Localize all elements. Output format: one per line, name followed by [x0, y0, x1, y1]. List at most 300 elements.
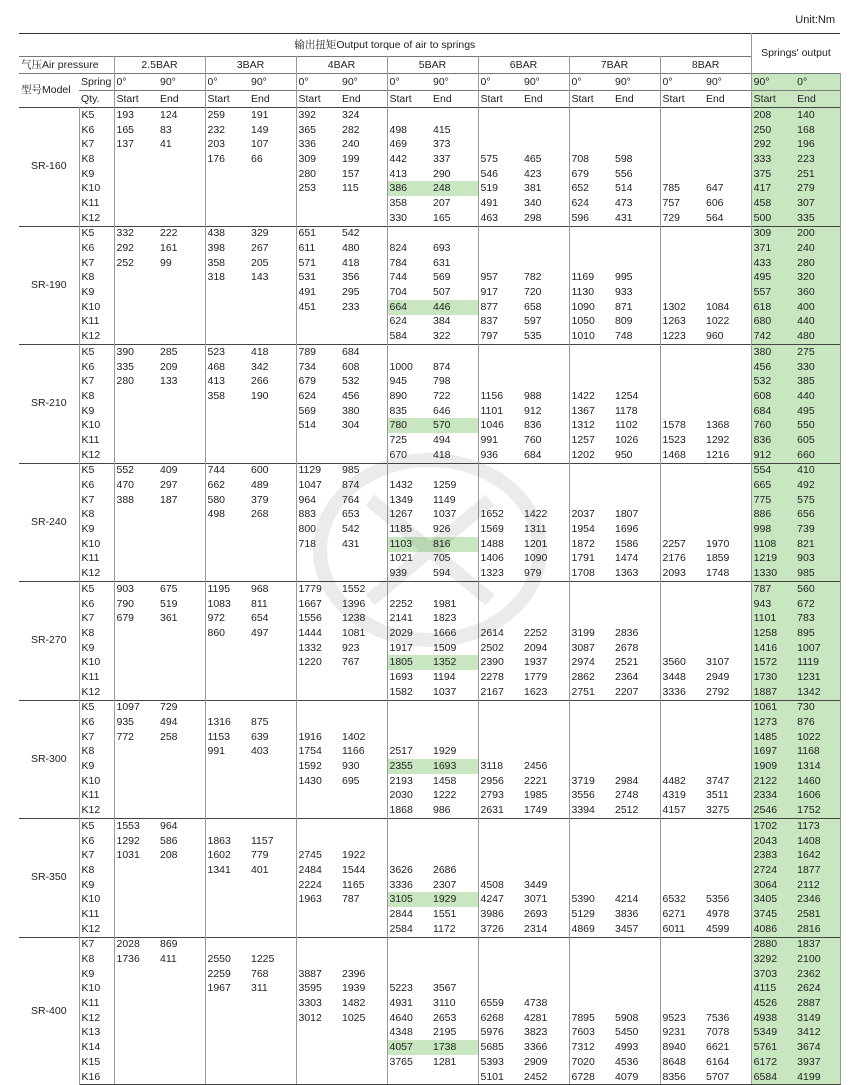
spring-qty-cell: K10 [79, 774, 114, 789]
torque-cell [522, 597, 569, 612]
torque-cell [613, 137, 660, 152]
torque-cell: 1693 [431, 759, 478, 774]
torque-cell: 360 [795, 285, 840, 300]
torque-cell: 895 [795, 626, 840, 641]
torque-cell: 680 [751, 315, 795, 330]
torque-cell [114, 759, 158, 774]
torque-cell [569, 463, 613, 478]
torque-cell: 2224 [298, 878, 322, 891]
model-cell: SR-160 [19, 108, 79, 227]
torque-cell: 311 [249, 982, 296, 997]
torque-cell [613, 478, 660, 493]
torque-cell: 4157 [662, 804, 686, 817]
torque-cell [296, 552, 340, 567]
torque-cell [387, 700, 431, 715]
spring-qty-cell: K12 [79, 685, 114, 700]
spring-qty-cell: K11 [79, 670, 114, 685]
torque-cell [704, 137, 751, 152]
torque-cell: 639 [249, 730, 296, 745]
torque-cell [249, 537, 296, 552]
spring-qty-cell: K10 [79, 982, 114, 997]
torque-cell [114, 774, 158, 789]
torque-cell [249, 1011, 296, 1026]
torque-cell: 9231 [662, 1026, 686, 1039]
torque-cell [296, 937, 340, 952]
torque-cell [704, 715, 751, 730]
torque-cell: 1642 [795, 848, 840, 863]
torque-cell: 809 [613, 315, 660, 330]
torque-cell: 3567 [431, 982, 478, 997]
torque-cell: 772 [116, 730, 135, 743]
torque-cell [205, 1040, 249, 1055]
torque-cell: 532 [751, 374, 795, 389]
torque-cell: 358 [389, 196, 408, 209]
torque-cell [522, 360, 569, 375]
torque-cell: 431 [613, 211, 660, 226]
torque-cell [205, 892, 249, 907]
torque-cell [613, 937, 660, 952]
torque-cell: 99 [158, 256, 205, 271]
torque-cell: 631 [431, 256, 478, 271]
torque-cell [158, 1070, 205, 1085]
torque-cell: 1195 [205, 582, 249, 597]
torque-cell: 298 [522, 211, 569, 226]
torque-cell: 1363 [613, 566, 660, 581]
torque-cell: 2390 [480, 656, 504, 669]
torque-cell [387, 937, 431, 952]
table-row [19, 892, 840, 907]
torque-cell [114, 552, 158, 567]
torque-cell: 1025 [340, 1011, 387, 1026]
torque-cell: 413 [389, 167, 408, 180]
torque-cell [478, 700, 522, 715]
torque-cell: 600 [249, 463, 296, 478]
torque-cell: 379 [249, 493, 296, 508]
torque-cell: 223 [795, 152, 840, 167]
torque-cell: 335 [116, 360, 135, 373]
torque-cell [158, 626, 205, 641]
torque-cell [114, 863, 158, 878]
torque-cell: 1929 [431, 892, 478, 907]
torque-cell [613, 611, 660, 626]
torque-cell: 1316 [207, 716, 231, 729]
torque-cell: 2334 [751, 789, 795, 804]
torque-cell: 2909 [522, 1055, 569, 1070]
model-cell: SR-210 [19, 345, 79, 464]
torque-cell: 4281 [522, 1011, 569, 1026]
torque-cell: 266 [249, 374, 296, 389]
torque-cell: 6268 [480, 1011, 504, 1024]
torque-cell [431, 952, 478, 967]
torque-cell: 468 [207, 360, 226, 373]
table-row [19, 522, 840, 537]
torque-cell: 729 [158, 700, 205, 715]
torque-cell [613, 834, 660, 849]
torque-cell [158, 389, 205, 404]
torque-cell: 495 [795, 404, 840, 419]
torque-cell: 207 [431, 196, 478, 211]
torque-cell [478, 226, 522, 241]
angle-header: 90° [340, 74, 387, 91]
torque-cell [613, 863, 660, 878]
torque-cell [249, 566, 296, 581]
torque-cell [205, 418, 249, 433]
torque-cell: 4978 [704, 907, 751, 922]
torque-cell [660, 463, 704, 478]
table-row [19, 448, 840, 463]
torque-cell: 413 [207, 375, 226, 388]
angle-header: 0° [569, 74, 613, 91]
torque-cell [114, 566, 158, 581]
spring-qty-cell: K8 [79, 952, 114, 967]
torque-cell [704, 834, 751, 849]
torque-cell: 787 [340, 892, 387, 907]
torque-cell: 3511 [704, 789, 751, 804]
torque-cell [249, 552, 296, 567]
torque-cell [114, 1070, 158, 1085]
torque-cell: 532 [340, 374, 387, 389]
torque-cell: 598 [613, 152, 660, 167]
torque-cell [205, 907, 249, 922]
torque-cell [249, 907, 296, 922]
torque-cell [660, 878, 704, 893]
torque-cell [114, 626, 158, 641]
torque-cell [249, 700, 296, 715]
torque-cell [569, 982, 613, 997]
torque-cell [569, 256, 613, 271]
torque-cell: 456 [751, 360, 795, 375]
table-row [19, 597, 840, 612]
spring-qty-cell: K10 [79, 892, 114, 907]
torque-cell: 165 [431, 211, 478, 226]
torque-cell: 7603 [571, 1026, 595, 1039]
torque-cell: 330 [795, 360, 840, 375]
torque-cell [660, 611, 704, 626]
torque-cell [340, 700, 387, 715]
torque-cell [249, 819, 296, 834]
torque-cell: 1877 [795, 863, 840, 878]
torque-cell [249, 181, 296, 196]
torque-cell: 679 [116, 612, 135, 625]
torque-cell: 652 [571, 182, 590, 195]
torque-cell [613, 123, 660, 138]
torque-cell [704, 404, 751, 419]
spring-qty-cell: K5 [79, 700, 114, 715]
torque-cell [340, 803, 387, 818]
torque-cell: 431 [340, 537, 387, 552]
torque-cell [340, 819, 387, 834]
torque-cell [296, 670, 340, 685]
torque-cell [158, 685, 205, 700]
torque-cell: 1937 [522, 655, 569, 670]
torque-cell: 381 [522, 181, 569, 196]
torque-cell: 3703 [751, 967, 795, 982]
torque-cell: 7312 [571, 1041, 595, 1054]
torque-cell: 336 [298, 138, 317, 151]
torque-cell [205, 996, 249, 1011]
table-row [19, 241, 840, 256]
torque-cell: 1368 [704, 418, 751, 433]
torque-cell [114, 418, 158, 433]
torque-cell: 972 [207, 612, 226, 625]
torque-cell: 1178 [613, 404, 660, 419]
torque-cell [660, 508, 704, 523]
torque-cell [660, 745, 704, 760]
torque-cell: 1220 [298, 656, 322, 669]
torque-cell [114, 1026, 158, 1041]
torque-cell [340, 1055, 387, 1070]
torque-cell [522, 374, 569, 389]
torque-cell: 1872 [571, 537, 595, 550]
torque-cell: 1922 [340, 848, 387, 863]
torque-cell [205, 552, 249, 567]
torque-cell: 1225 [249, 952, 296, 967]
spring-label-line2: Qty. [79, 91, 114, 108]
torque-cell [205, 1026, 249, 1041]
table-row [19, 789, 840, 804]
torque-cell [114, 685, 158, 700]
torque-cell: 1194 [431, 670, 478, 685]
torque-cell: 1444 [298, 626, 322, 639]
torque-cell: 2456 [522, 759, 569, 774]
torque-cell: 1623 [522, 685, 569, 700]
torque-cell [158, 404, 205, 419]
table-row [19, 360, 840, 375]
torque-cell [569, 863, 613, 878]
spring-qty-cell: K5 [79, 463, 114, 478]
torque-cell [158, 329, 205, 344]
torque-cell [522, 715, 569, 730]
torque-cell: 2100 [795, 952, 840, 967]
torque-cell: 1432 [389, 479, 413, 492]
torque-cell [387, 834, 431, 849]
torque-cell [704, 256, 751, 271]
spring-qty-cell: K11 [79, 196, 114, 211]
torque-cell [431, 345, 478, 360]
torque-cell: 564 [704, 211, 751, 226]
torque-cell [569, 745, 613, 760]
torque-cell [613, 848, 660, 863]
torque-cell: 571 [298, 256, 317, 269]
torque-cell: 1007 [795, 641, 840, 656]
torque-cell: 356 [340, 271, 387, 286]
torque-cell [569, 345, 613, 360]
torque-cell [522, 345, 569, 360]
torque-cell: 469 [389, 138, 408, 151]
table-row [19, 611, 840, 626]
torque-cell: 473 [613, 196, 660, 211]
torque-cell [569, 493, 613, 508]
torque-cell: 268 [249, 508, 296, 523]
torque-cell: 986 [431, 803, 478, 818]
torque-cell: 874 [340, 478, 387, 493]
torque-cell: 2584 [389, 922, 413, 935]
torque-cell: 734 [298, 360, 317, 373]
torque-cell [296, 448, 340, 463]
torque-cell: 5685 [480, 1041, 504, 1054]
spring-qty-cell: K6 [79, 123, 114, 138]
torque-cell [114, 315, 158, 330]
torque-cell [613, 996, 660, 1011]
torque-cell: 991 [480, 433, 499, 446]
spring-qty-cell: K6 [79, 478, 114, 493]
torque-cell: 1281 [431, 1055, 478, 1070]
torque-cell [431, 848, 478, 863]
torque-cell [114, 329, 158, 344]
torque-cell: 575 [480, 152, 499, 165]
torque-cell: 1572 [751, 655, 795, 670]
torque-cell [522, 834, 569, 849]
torque-cell: 2512 [613, 803, 660, 818]
torque-cell [660, 404, 704, 419]
torque-cell: 5129 [571, 907, 595, 920]
torque-cell: 494 [158, 715, 205, 730]
torque-cell: 2307 [431, 878, 478, 893]
torque-cell [205, 1070, 249, 1085]
torque-cell: 6011 [662, 922, 686, 935]
torque-cell [660, 715, 704, 730]
torque-cell [296, 700, 340, 715]
torque-cell: 586 [158, 834, 205, 849]
torque-cell: 1738 [431, 1040, 478, 1055]
torque-cell: 1312 [571, 419, 595, 432]
torque-cell [249, 1040, 296, 1055]
torque-cell: 2176 [662, 552, 686, 565]
spring-qty-cell: K8 [79, 745, 114, 760]
table-row [19, 996, 840, 1011]
torque-cell: 1341 [207, 863, 231, 876]
torque-cell: 1119 [795, 655, 840, 670]
torque-cell [114, 433, 158, 448]
torque-cell: 3064 [751, 878, 795, 893]
torque-cell: 1185 [389, 523, 413, 536]
torque-cell: 3449 [522, 878, 569, 893]
torque-cell: 1153 [207, 730, 231, 743]
torque-cell: 1292 [116, 834, 140, 847]
torque-cell [613, 582, 660, 597]
torque-cell [158, 789, 205, 804]
torque-cell [704, 345, 751, 360]
torque-cell: 309 [751, 226, 795, 241]
torque-cell: 248 [431, 181, 478, 196]
table-row [19, 655, 840, 670]
torque-cell [249, 759, 296, 774]
torque-cell: 1887 [751, 685, 795, 700]
torque-cell [296, 1040, 340, 1055]
table-row [19, 626, 840, 641]
torque-cell: 782 [522, 271, 569, 286]
torque-cell [205, 937, 249, 952]
torque-cell [613, 878, 660, 893]
torque-cell [205, 448, 249, 463]
torque-cell [478, 834, 522, 849]
table-row [19, 137, 840, 152]
torque-cell: 936 [480, 448, 499, 461]
torque-cell: 280 [116, 375, 135, 388]
torque-cell: 7895 [571, 1011, 595, 1024]
torque-cell: 2678 [613, 641, 660, 656]
table-row [19, 508, 840, 523]
torque-cell [431, 463, 478, 478]
spring-qty-cell: K9 [79, 759, 114, 774]
torque-cell: 2624 [795, 982, 840, 997]
torque-cell: 1556 [298, 612, 322, 625]
torque-cell [249, 404, 296, 419]
table-row [19, 907, 840, 922]
torque-cell: 535 [522, 329, 569, 344]
torque-cell: 365 [298, 123, 317, 136]
torque-cell [478, 937, 522, 952]
torque-cell [340, 211, 387, 226]
torque-cell: 2252 [522, 626, 569, 641]
torque-cell: 811 [249, 597, 296, 612]
torque-cell [660, 123, 704, 138]
torque-cell: 1061 [751, 700, 795, 715]
torque-cell: 307 [795, 196, 840, 211]
torque-cell [249, 789, 296, 804]
spring-qty-cell: K7 [79, 848, 114, 863]
torque-cell: 1730 [751, 670, 795, 685]
torque-cell: 569 [298, 404, 317, 417]
torque-cell: 190 [249, 389, 296, 404]
torque-cell [114, 922, 158, 937]
torque-cell: 988 [522, 389, 569, 404]
torque-cell: 660 [795, 448, 840, 463]
torque-cell [660, 256, 704, 271]
torque-cell [478, 730, 522, 745]
spring-qty-cell: K5 [79, 819, 114, 834]
torque-cell: 2207 [613, 685, 660, 700]
torque-cell [613, 360, 660, 375]
torque-cell: 1349 [389, 493, 413, 506]
torque-cell: 83 [158, 123, 205, 138]
torque-cell: 203 [207, 138, 226, 151]
torque-cell [249, 448, 296, 463]
torque-cell: 1026 [613, 433, 660, 448]
torque-cell [569, 611, 613, 626]
torque-cell: 2028 [114, 937, 158, 952]
spring-qty-cell: K10 [79, 181, 114, 196]
torque-cell [340, 566, 387, 581]
torque-cell: 4938 [751, 1011, 795, 1026]
spring-qty-cell: K11 [79, 907, 114, 922]
position-header: End [613, 91, 660, 108]
torque-cell [613, 759, 660, 774]
table-row [19, 834, 840, 849]
torque-cell [704, 700, 751, 715]
table-row [19, 641, 840, 656]
torque-cell: 546 [480, 167, 499, 180]
torque-cell: 760 [751, 418, 795, 433]
torque-cell [249, 878, 296, 893]
torque-cell [296, 1026, 340, 1041]
torque-cell: 3836 [613, 907, 660, 922]
torque-cell: 584 [389, 330, 408, 343]
torque-cell [704, 745, 751, 760]
spring-qty-cell: K7 [79, 256, 114, 271]
torque-cell: 279 [795, 181, 840, 196]
torque-cell: 964 [298, 493, 317, 506]
torque-cell: 4869 [571, 922, 595, 935]
torque-cell: 3765 [389, 1055, 413, 1068]
table-row [19, 167, 840, 182]
torque-cell [114, 181, 158, 196]
torque-cell [704, 478, 751, 493]
torque-cell: 442 [389, 152, 408, 165]
torque-cell [387, 463, 431, 478]
torque-cell: 1081 [340, 626, 387, 641]
torque-cell [569, 226, 613, 241]
